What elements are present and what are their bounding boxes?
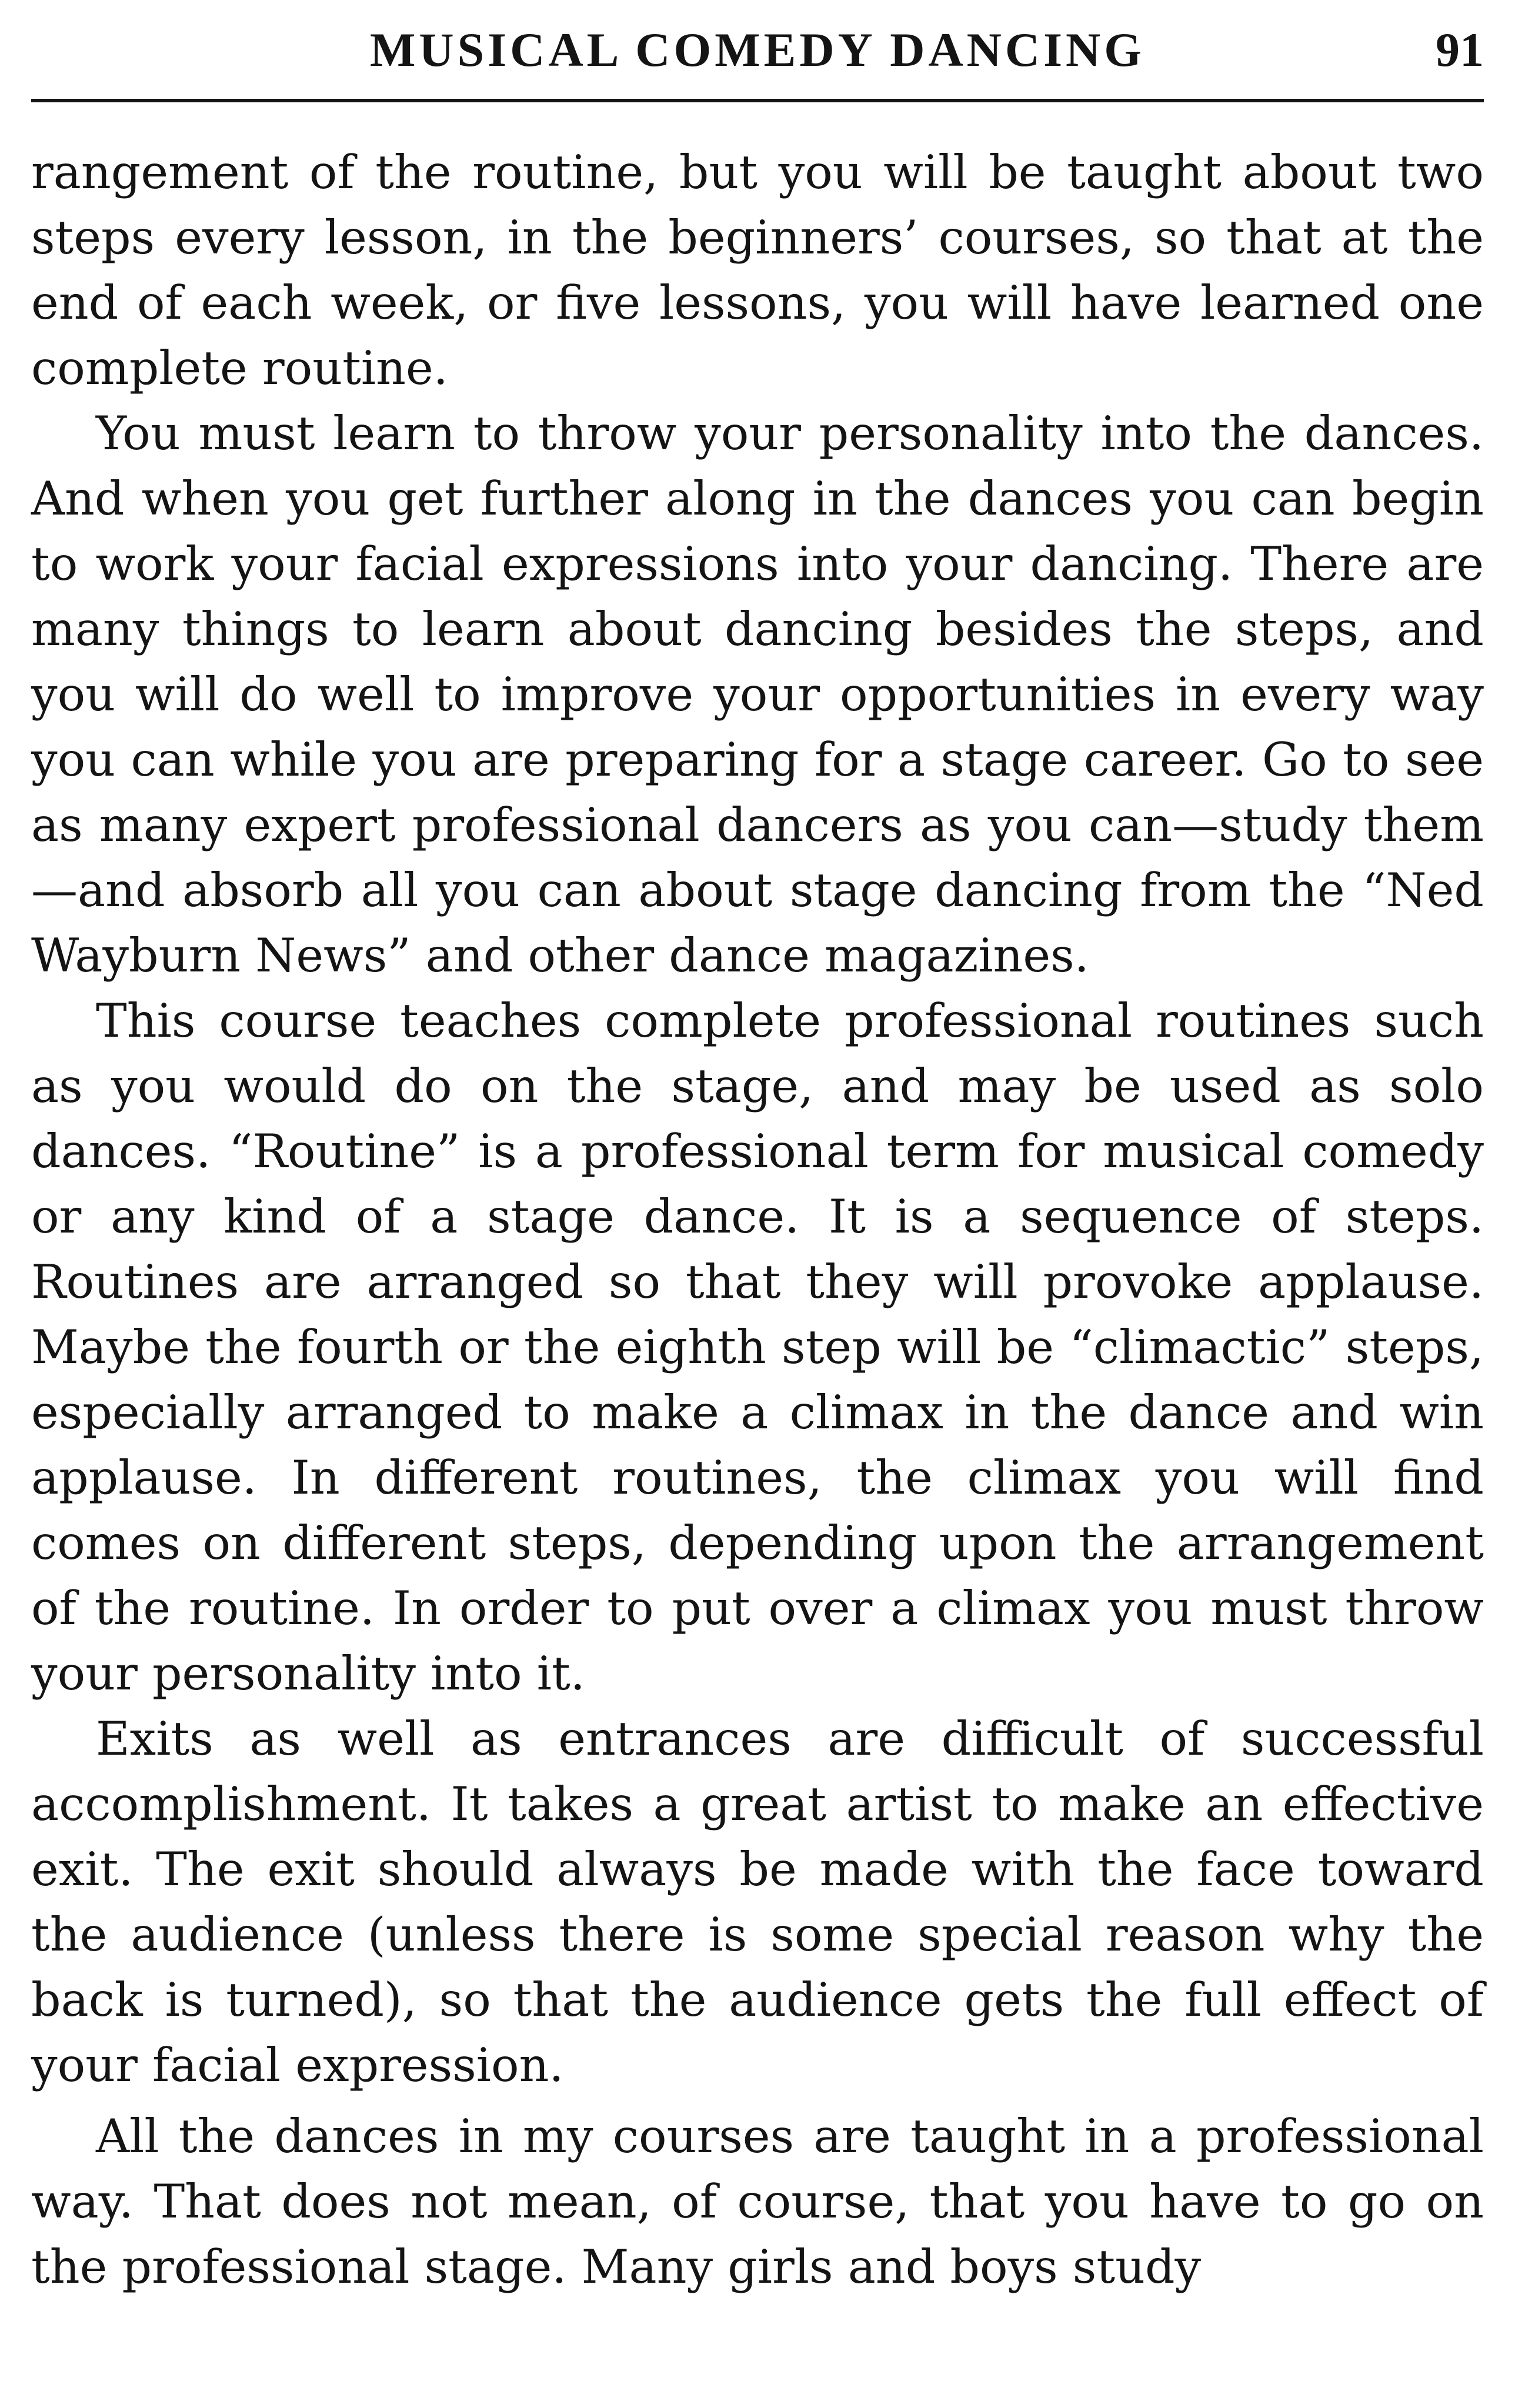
- paragraph-exits: Exits as well as entrances are difficult of successful accomplishment. It takes a great artist to make an effective exit. The exit should always be made with the face toward the audience (unless there is some special reason why the back is turned), so that the audience gets the full effect of your facial expression.: [31, 1712, 1484, 2092]
- paragraph-personality: You must learn to throw your personality into the dances. And when you get further along in the dances you can begin to work your facial expressions into your dancing. There are many things to learn about dancing besides the steps, and you will do well to improve your opportunities in every way you can while you are preparing for a stage career. Go to see as many expert professional dancers as you can—study them—and absorb all you can about stage dancing from the “Ned Wayburn News” and other dance magazines.: [31, 406, 1484, 983]
- paragraph-routines: This course teaches complete professional routines such as you would do on the stage, and may be used as solo dances. “Routine” is a professional term for musical comedy or any kind of a stage dance. It is a sequence of steps. Routines are arranged so that they will provoke applause. Maybe the fourth or the eighth step will be “climactic” steps, especially arranged to make a climax in the dance and win applause. In different routines, the climax you will find comes on different steps, depending upon the arrangement of the routine. In order to put over a climax you must throw your personality into it.: [31, 994, 1484, 1701]
- running-title: MUSICAL COMEDY DANCING: [370, 23, 1145, 76]
- header-rule: [31, 99, 1484, 102]
- page-number: 91: [1436, 23, 1484, 76]
- paragraph-continuation: rangement of the routine, but you will be taught about two steps every lesson, in the beginners’ courses, so that at the end of each week, or five lessons, you will have learned one complete routine.: [31, 145, 1484, 395]
- running-header: [31, 18, 1484, 82]
- body-text: [31, 140, 1484, 2300]
- paragraph-professional-way: All the dances in my courses are taught in a professional way. That does not mean, of course, that you have to go on the professional stage. Many girls and boys study: [31, 2109, 1484, 2294]
